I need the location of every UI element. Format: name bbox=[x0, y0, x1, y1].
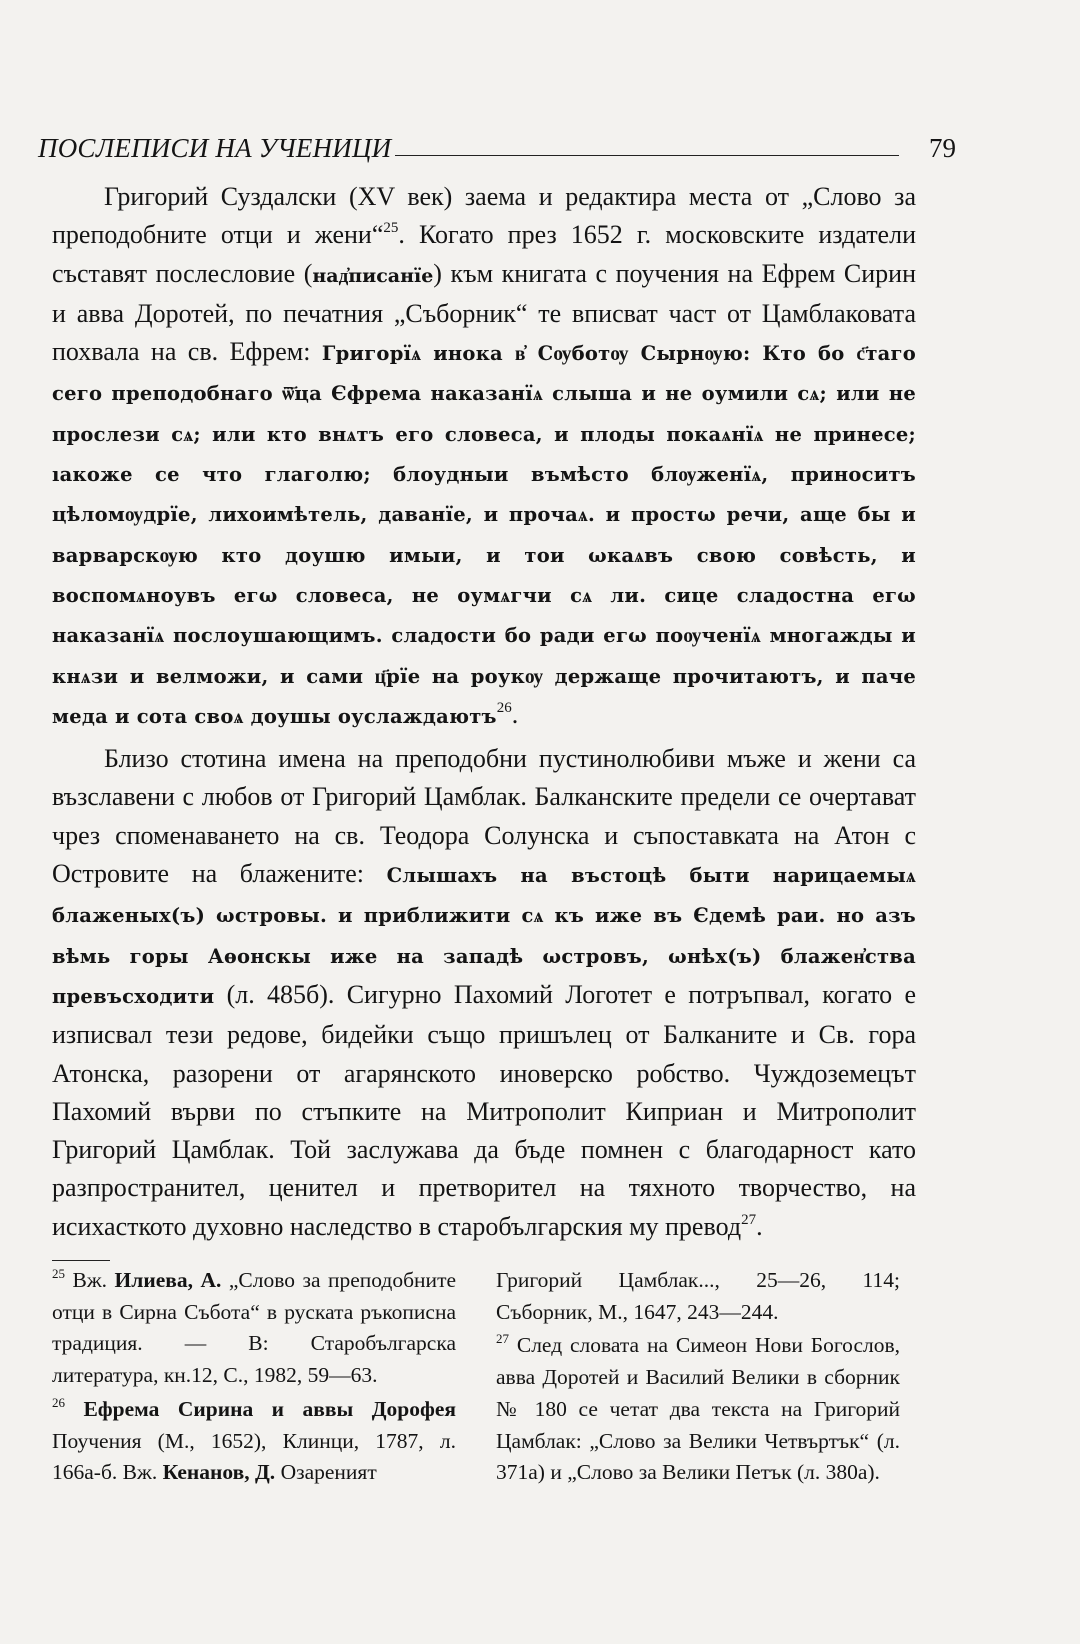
footnote-26-author: Кенанов, Д. bbox=[162, 1460, 276, 1485]
footnote-ref-26[interactable]: 26 bbox=[496, 699, 512, 716]
footnote-26-text-2: Озареният bbox=[275, 1460, 377, 1485]
footnotes-right-column bbox=[496, 1265, 900, 1489]
footnote-26-title: Ефрема Сирина и аввы Дорофея bbox=[83, 1396, 456, 1421]
church-slavonic-quote-1: Григорїѧ инока в҆ Сѹботѹ Сырнѹю: Кто бо с҃таго сего преподобнаго ѿ҃ца Єфрема наказанїѧ слыша и не оумили сѧ; или не прослези сѧ; или кто внѧтъ его словеса, и плоды покаѧнїѧ не принесе; ıакоже се что глаголю; блоудныи въмѣсто блѹженїѧ, приноситъ цѣломѹдрїе, лихоимѣтель, даванїе, и прочаѧ. и простω речи, аще бы и варварскѹю кто доушю имыи, и тои ωкаѧвъ свою совѣсть, и воспомѧноувъ егω словеса, не оумѧгчи сѧ ли. сице сладостна егω наказанїѧ послоушающимъ. сладости бо ради егω поѹченїѧ многажды и кнѧзи и велможи, и сами ц҃рїе на роукѹ держаще прочитаютъ, и паче меда и сота своѧ доушы оуслаждаютъ bbox=[52, 342, 917, 728]
footnote-ref-27[interactable]: 27 bbox=[741, 1211, 757, 1228]
footnote-26-continuation: Григорий Цамблак..., 25—26, 114; Съборник, М., 1647, 243—244. bbox=[496, 1268, 900, 1324]
footnote-ref-25[interactable]: 25 bbox=[383, 220, 399, 237]
p2-end: . bbox=[756, 1211, 763, 1241]
p2-text-b: (л. 485б). Сигурно Пахомий Логотет е потръпвал, когато е изписвал тези редове, бидейки също пришълец от Балканите и Св. гора Атонска, разорени от агарянското иноверско робство. Чуждоземецът Пахомий върви по стъпките на Митрополит Киприан и Митрополит Григорий Цамблак. Той заслужава да бъде помнен с благодарност като разпространител, ценител и претворител на тяхното творчество, на исихасткото духовно наследство в старобългарския му превод bbox=[52, 979, 916, 1241]
footnote-25-text: „Слово за преподобните отци в Сирна Събота“ в руската ръкописна традиция. — В: Старобългарска литература, кн.12, С., 1982, 59—63. bbox=[52, 1268, 457, 1388]
footnote-number-26: 26 bbox=[52, 1394, 65, 1410]
footnote-25 bbox=[52, 1265, 456, 1392]
church-slavonic-term: над҆писанїе bbox=[312, 264, 434, 287]
footnote-25-author: Илиева, А. bbox=[114, 1268, 222, 1292]
p2-text-a: Близо стотина имена на преподобни пустинолюбиви мъже и жени са възславени с любов от Григорий Цамблак. Балканските предели се очертават чрез споменаването на св. Теодора Солунска и съпоставката на Атон с Островите на блажените: bbox=[52, 744, 916, 889]
footnote-separator bbox=[52, 1260, 110, 1261]
p1-text-c: ) към книгата с поучения на Ефрем Сирин и авва Доротей, по печатния „Съборник“ те вписват част от Цамблаковата похвала на св. Ефрем: bbox=[52, 258, 917, 367]
running-title: ПОСЛЕПИСИ НА УЧЕНИЦИ bbox=[38, 133, 392, 163]
footnote-27 bbox=[496, 1330, 900, 1489]
paragraph-2 bbox=[52, 740, 916, 1246]
p1-text-b: . Когато през 1652 г. московските издатели съставят послесловие ( bbox=[52, 220, 916, 288]
p1-text-a: Григорий Суздалски (XV век) заема и редактира места от „Слово за преподобните отци и жени“ bbox=[52, 182, 916, 250]
footnote-26 bbox=[52, 1394, 456, 1489]
footnote-25-pre: Вж. bbox=[65, 1268, 115, 1292]
footnote-number-25: 25 bbox=[52, 1266, 65, 1281]
page-number: 79 bbox=[929, 133, 956, 163]
footnotes-left-column bbox=[52, 1265, 456, 1489]
header-rule bbox=[395, 155, 899, 156]
main-text bbox=[52, 178, 916, 1246]
paragraph-1 bbox=[52, 178, 916, 736]
p1-end: . bbox=[511, 699, 519, 729]
footnote-number-27: 27 bbox=[496, 1331, 509, 1347]
church-slavonic-quote-2: Слышахъ на въстоцѣ быти нарицаемыѧ блаженых(ъ) ωстровы. и приближити сѧ къ иже въ Єдемѣ раи. но азъ вѣмь горы Аѳонскы иже на западѣ ωстровъ, ωнѣх(ъ) блажен҆ства превъсходити bbox=[52, 864, 916, 1008]
footnote-27-text: След словата на Симеон Нови Богослов, авва Доротей и Василий Велики в сборник № 180 се четат два текста на Григорий Цамблак: „Слово за Велики Четвъртък“ (л. 371а) и „Слово за Велики Петък (л. 380а). bbox=[496, 1333, 900, 1485]
footnote-26-text-1: Поучения (М., 1652), Клинци, 1787, л. 166а-б. Вж. bbox=[52, 1428, 456, 1485]
running-header bbox=[38, 120, 956, 164]
